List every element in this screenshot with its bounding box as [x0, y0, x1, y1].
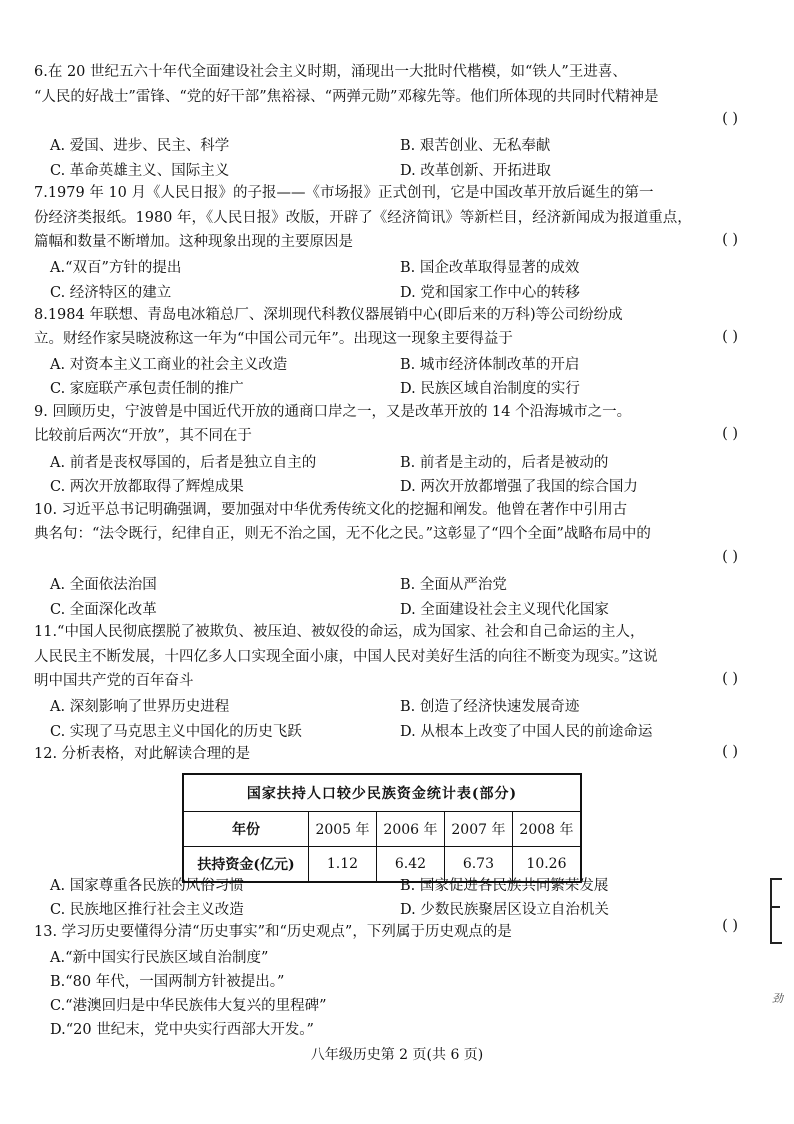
- table-cell: 1.12: [309, 847, 377, 883]
- q6-option-a[interactable]: A. 爱国、进步、民主、科学: [50, 138, 230, 154]
- table-cell: 6.73: [444, 847, 512, 883]
- q8-stem-line1: 8.1984 年联想、青岛电冰箱总厂、深圳现代科教仪器展销中心(即后来的万科)等公司纷纷成: [34, 307, 623, 323]
- table-cell: 2006 年: [376, 812, 444, 847]
- q11-option-a[interactable]: A. 深刻影响了世界历史进程: [50, 699, 230, 715]
- q9-stem-line2: 比较前后两次“开放”，其不同在于: [34, 428, 252, 444]
- q7-stem-line3: 篇幅和数量不断增加。这种现象出现的主要原因是: [34, 234, 353, 250]
- q11-option-c[interactable]: C. 实现了马克思主义中国化的历史飞跃: [50, 724, 302, 740]
- margin-bracket-tick: [772, 906, 780, 908]
- q10-option-d[interactable]: D. 全面建设社会主义现代化国家: [400, 602, 609, 618]
- q12-option-d[interactable]: D. 少数民族聚居区设立自治机关: [400, 902, 609, 918]
- q10-option-a[interactable]: A. 全面依法治国: [50, 577, 157, 593]
- q8-answer-blank[interactable]: ( ): [722, 329, 738, 345]
- q8-option-b[interactable]: B. 城市经济体制改革的开启: [400, 357, 580, 373]
- q9-option-a[interactable]: A. 前者是丧权辱国的，后者是独立自主的: [50, 455, 317, 471]
- q7-option-a[interactable]: A.“双百”方针的提出: [50, 260, 182, 276]
- q10-answer-blank[interactable]: ( ): [722, 549, 738, 565]
- q8-option-a[interactable]: A. 对资本主义工商业的社会主义改造: [50, 357, 288, 373]
- q10-stem-line2: 典名句：“法令既行，纪律自正，则无不治之国，无不化之民。”这彰显了“四个全面”战略布局中的: [34, 526, 651, 542]
- q11-option-b[interactable]: B. 创造了经济快速发展奇迹: [400, 699, 580, 715]
- q10-stem-line1: 10. 习近平总书记明确强调，要加强对中华优秀传统文化的挖掘和阐发。他曾在著作中引用古: [34, 502, 628, 518]
- q11-stem-line1: 11.“中国人民彻底摆脱了被欺负、被压迫、被奴役的命运，成为国家、社会和自己命运的主人，: [34, 624, 645, 640]
- table-cell: 2005 年: [309, 812, 377, 847]
- q13-option-b[interactable]: B.“80 年代，一国两制方针被提出。”: [50, 974, 285, 990]
- q6-option-b[interactable]: B. 艰苦创业、无私奉献: [400, 138, 551, 154]
- table-row-header: 年份: [183, 812, 309, 847]
- q6-answer-blank[interactable]: ( ): [722, 111, 738, 127]
- q13-answer-blank[interactable]: ( ): [722, 918, 738, 934]
- q13-stem: 13. 学习历史要懂得分清“历史事实”和“历史观点”，下列属于历史观点的是: [34, 924, 512, 940]
- table-row: [183, 812, 581, 847]
- q12-option-c[interactable]: C. 民族地区推行社会主义改造: [50, 902, 244, 918]
- table-cell: 2007 年: [444, 812, 512, 847]
- q11-stem-line3: 明中国共产党的百年奋斗: [34, 673, 194, 689]
- q12-option-b[interactable]: B. 国家促进各民族共同繁荣发展: [400, 878, 609, 894]
- q9-stem-line1: 9. 回顾历史，宁波曾是中国近代开放的通商口岸之一，又是改革开放的 14 个沿海城市之一。: [34, 404, 632, 420]
- table-cell: 2008 年: [512, 812, 581, 847]
- funding-table: [182, 773, 582, 883]
- table-cell: 10.26: [512, 847, 581, 883]
- q8-option-d[interactable]: D. 民族区域自治制度的实行: [400, 381, 580, 397]
- page-footer: 八年级历史第 2 页(共 6 页): [310, 1047, 484, 1063]
- q7-stem-line1: 7.1979 年 10 月《人民日报》的子报——《市场报》正式创刊，它是中国改革开放后诞生的第一: [34, 185, 654, 201]
- q9-option-c[interactable]: C. 两次开放都取得了辉煌成果: [50, 479, 244, 495]
- q13-option-d[interactable]: D.“20 世纪末，党中央实行西部大开发。”: [50, 1022, 314, 1038]
- q12-stem: 12. 分析表格，对此解读合理的是: [34, 746, 251, 762]
- q9-answer-blank[interactable]: ( ): [722, 426, 738, 442]
- q7-stem-line2: 份经济类报纸。1980 年，《人民日报》改版，开辟了《经济简讯》等新栏目，经济新闻成为报道重点，: [34, 210, 692, 226]
- q8-option-c[interactable]: C. 家庭联产承包责任制的推广: [50, 381, 244, 397]
- q7-option-d[interactable]: D. 党和国家工作中心的转移: [400, 285, 580, 301]
- q11-answer-blank[interactable]: ( ): [722, 671, 738, 687]
- q11-stem-line2: 人民民主不断发展，十四亿多人口实现全面小康，中国人民对美好生活的向往不断变为现实。”这说: [34, 649, 658, 665]
- q6-option-d[interactable]: D. 改革创新、开拓进取: [400, 163, 551, 179]
- q6-stem-line2: “人民的好战士”雷锋、“党的好干部”焦裕禄、“两弹元勋”邓稼先等。他们所体现的共同时代精神是: [34, 89, 659, 105]
- q13-option-a[interactable]: A.“新中国实行民族区域自治制度”: [50, 950, 269, 966]
- table-row-header: 扶持资金(亿元): [183, 847, 309, 883]
- q12-answer-blank[interactable]: ( ): [722, 744, 738, 760]
- q12-option-a[interactable]: A. 国家尊重各民族的风俗习惯: [50, 878, 244, 894]
- margin-mark: 劲: [772, 992, 783, 1005]
- table-caption: 国家扶持人口较少民族资金统计表(部分): [183, 774, 581, 812]
- q6-stem-line1: 6.在 20 世纪五六十年代全面建设社会主义时期，涌现出一大批时代楷模，如“铁人”王进喜、: [34, 64, 627, 80]
- q10-option-c[interactable]: C. 全面深化改革: [50, 602, 157, 618]
- table-cell: 6.42: [376, 847, 444, 883]
- q7-option-c[interactable]: C. 经济特区的建立: [50, 285, 172, 301]
- q9-option-b[interactable]: B. 前者是主动的，后者是被动的: [400, 455, 609, 471]
- q7-option-b[interactable]: B. 国企改革取得显著的成效: [400, 260, 580, 276]
- q7-answer-blank[interactable]: ( ): [722, 232, 738, 248]
- margin-bracket: [770, 878, 782, 944]
- q10-option-b[interactable]: B. 全面从严治党: [400, 577, 507, 593]
- q13-option-c[interactable]: C.“港澳回归是中华民族伟大复兴的里程碑”: [50, 998, 327, 1014]
- q8-stem-line2: 立。财经作家吴晓波称这一年为“中国公司元年”。出现这一现象主要得益于: [34, 331, 513, 347]
- q9-option-d[interactable]: D. 两次开放都增强了我国的综合国力: [400, 479, 638, 495]
- q6-option-c[interactable]: C. 革命英雄主义、国际主义: [50, 163, 230, 179]
- q11-option-d[interactable]: D. 从根本上改变了中国人民的前途命运: [400, 724, 653, 740]
